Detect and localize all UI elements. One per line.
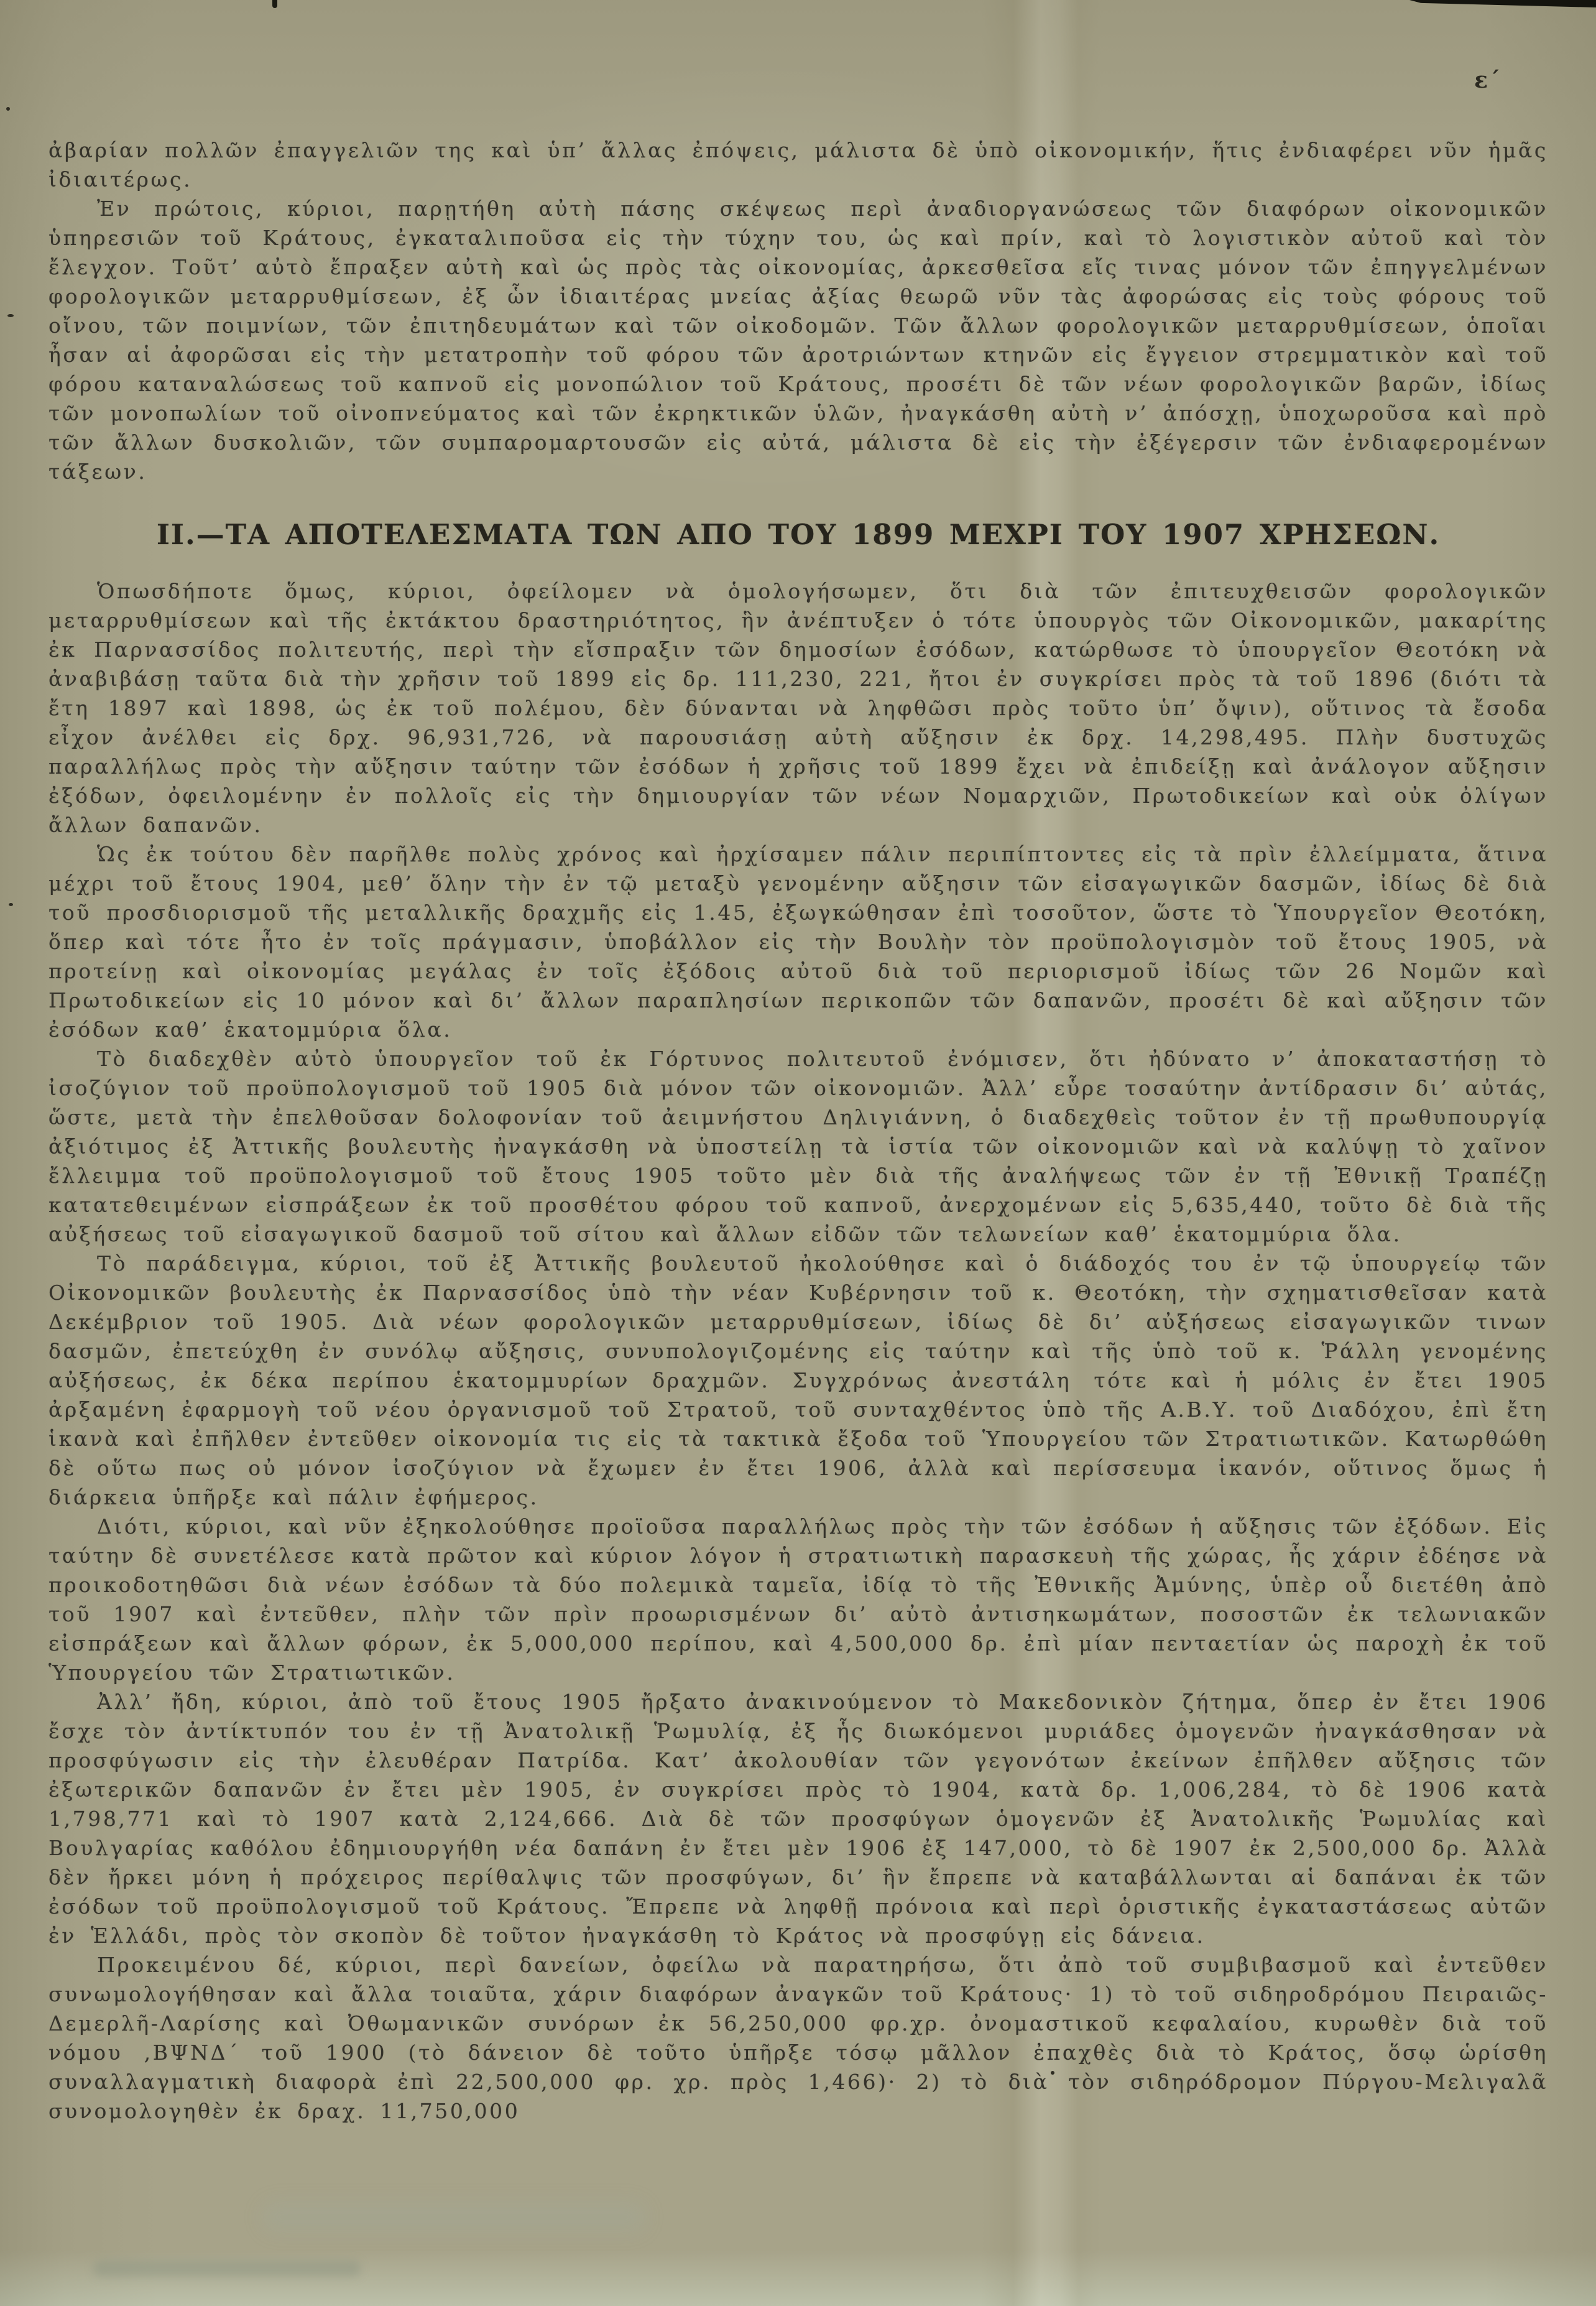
ink-speck bbox=[6, 107, 10, 111]
paragraph-continuation: ἀβαρίαν πολλῶν ἐπαγγελιῶν της καὶ ὑπ’ ἄλλας ἐπόψεις, μάλιστα δὲ ὑπὸ οἰκονομικήν, ἥτις ἐνδιαφέρει νῦν ἡμᾶς ἰδιαιτέρως. bbox=[48, 138, 1548, 192]
body-text bbox=[48, 136, 1548, 2126]
paragraph: Ἀλλ’ ἤδη, κύριοι, ἀπὸ τοῦ ἔτους 1905 ἤρξατο ἀνακινούμενον τὸ Μακεδονικὸν ζήτημα, ὅπερ ἐν ἔτει 1906 ἔσχε τὸν ἀντίκτυπόν του ἐν τῇ Ἀνατολικῇ Ῥωμυλίᾳ, ἐξ ἧς διωκόμενοι μυριάδες ὁμογενῶν ἠναγκάσθησαν νὰ προσφύγωσιν εἰς τὴν ἐλευθέραν Πατρίδα. Κατ’ ἀκολουθίαν τῶν γεγονότων ἐκείνων ἐπῆλθεν αὔξησις τῶν ἐξωτερικῶν δαπανῶν ἐν ἔτει μὲν 1905, ἐν συγκρίσει πρὸς τὸ 1904, κατὰ δρ. 1,006,284, τὸ δὲ 1906 κατὰ 1,798,771 καὶ τὸ 1907 κατὰ 2,124,666. Διὰ δὲ τῶν προσφύγων ὁμογενῶν ἐξ Ἀνατολικῆς Ῥωμυλίας καὶ Βουλγαρίας καθόλου ἐδημιουργήθη νέα δαπάνη ἐν ἔτει μὲν 1906 ἐξ 147,000, τὸ δὲ 1907 ἐκ 2,500,000 δρ. Ἀλλὰ δὲν ἤρκει μόνη ἡ πρόχειρος περίθαλψις τῶν προσφύγων, δι’ ἣν ἔπρεπε νὰ καταβάλλωνται αἱ δαπάναι ἐκ τῶν ἐσόδων τοῦ προϋπολογισμοῦ τοῦ Κράτους. Ἔπρεπε νὰ ληφθῇ πρόνοια καὶ περὶ ὁριστικῆς ἐγκαταστάσεως αὐτῶν ἐν Ἑλλάδι, πρὸς τὸν σκοπὸν δὲ τοῦτον ἠναγκάσθη τὸ Κράτος νὰ προσφύγῃ εἰς δάνεια. bbox=[48, 1690, 1548, 1948]
scan-corner-mark bbox=[1409, 0, 1596, 7]
bleedthrough-ghost bbox=[93, 2261, 361, 2277]
paragraph: Τὸ παράδειγμα, κύριοι, τοῦ ἐξ Ἀττικῆς βουλευτοῦ ἠκολούθησε καὶ ὁ διάδοχός του ἐν τῷ ὑπουργείῳ τῶν Οἰκονομικῶν βουλευτὴς ἐκ Παρνασσίδος ὑπὸ τὴν νέαν Κυβέρνησιν τοῦ κ. Θεοτόκη, τὴν σχηματισθεῖσαν κατὰ Δεκέμβριον τοῦ 1905. Διὰ νέων φορολογικῶν μεταρρυθμίσεων, ἰδίως δὲ δι’ αὐξήσεως εἰσαγωγικῶν τινων δασμῶν, ἐπετεύχθη ἐν συνόλῳ αὔξησις, συνυπολογιζομένης εἰς ταύτην καὶ τῆς ὑπὸ τοῦ κ. Ῥάλλη γενομένης αὐξήσεως, ἐκ δέκα περίπου ἑκατομμυρίων δραχμῶν. Συγχρόνως ἀνεστάλη τότε καὶ ἡ μόλις ἐν ἔτει 1905 ἀρξαμένη ἐφαρμογὴ τοῦ νέου ὀργανισμοῦ τοῦ Στρατοῦ, τοῦ συνταχθέντος ὑπὸ τῆς Α.Β.Υ. τοῦ Διαδόχου, ἐπὶ ἔτη ἱκανὰ καὶ ἐπῆλθεν ἐντεῦθεν οἰκονομία τις εἰς τὰ τακτικὰ ἔξοδα τοῦ Ὑπουργείου τῶν Στρατιωτικῶν. Κατωρθώθη δὲ οὕτω πως οὐ μόνον ἰσοζύγιον νὰ ἔχωμεν ἐν ἔτει 1906, ἀλλὰ καὶ περίσσευμα ἱκανόν, οὕτινος ὅμως ἡ διάρκεια ὑπῆρξε καὶ πάλιν ἐφήμερος. bbox=[48, 1251, 1548, 1509]
bleedthrough-ghost bbox=[261, 2202, 647, 2233]
page-number: ε´ bbox=[1474, 67, 1501, 93]
scan-edge-tick bbox=[272, 0, 277, 8]
ink-speck bbox=[9, 903, 13, 906]
paragraph: Τὸ διαδεχθὲν αὐτὸ ὑπουργεῖον τοῦ ἐκ Γόρτυνος πολιτευτοῦ ἐνόμισεν, ὅτι ἠδύνατο ν’ ἀποκαταστήσῃ τὸ ἰσοζύγιον τοῦ προϋπολογισμοῦ τοῦ 1905 διὰ μόνον τῶν οἰκονομιῶν. Ἀλλ’ εὗρε τοσαύτην ἀντίδρασιν δι’ αὐτάς, ὥστε, μετὰ τὴν ἐπελθοῦσαν δολοφονίαν τοῦ ἀειμνήστου Δηλιγιάννη, ὁ διαδεχθεὶς τοῦτον ἐν τῇ πρωθυπουργίᾳ ἀξιότιμος ἐξ Ἀττικῆς βουλευτὴς ἠναγκάσθη νὰ ὑποστείλῃ τὰ ἱστία τῶν οἰκονομιῶν καὶ νὰ καλύψῃ τὸ χαῖνον ἔλλειμμα τοῦ προϋπολογισμοῦ τοῦ ἔτους 1905 τοῦτο μὲν διὰ τῆς ἀναλήψεως τῶν ἐν τῇ Ἐθνικῇ Τραπέζῃ κατατεθειμένων εἰσπράξεων ἐκ τοῦ προσθέτου φόρου τοῦ καπνοῦ, ἀνερχομένων εἰς 5,635,440, τοῦτο δὲ διὰ τῆς αὐξήσεως τοῦ εἰσαγωγικοῦ δασμοῦ τοῦ σίτου καὶ ἄλλων εἰδῶν τῶν τελωνείων καθ’ ἑκατομμύρια ὅλα. bbox=[48, 1047, 1548, 1246]
paragraph: Ὁπωσδήποτε ὅμως, κύριοι, ὀφείλομεν νὰ ὁμολογήσωμεν, ὅτι διὰ τῶν ἐπιτευχθεισῶν φορολογικῶν μεταρρυθμίσεων καὶ τῆς ἐκτάκτου δραστηριότητος, ἣν ἀνέπτυξεν ὁ τότε ὑπουργὸς τῶν Οἰκονομικῶν, μακαρίτης ἐκ Παρνασσίδος πολιτευτής, περὶ τὴν εἴσπραξιν τῶν δημοσίων ἐσόδων, κατώρθωσε τὸ ὑπουργεῖον Θεοτόκη νὰ ἀναβιβάσῃ ταῦτα διὰ τὴν χρῆσιν τοῦ 1899 εἰς δρ. 111,230, 221, ἤτοι ἐν συγκρίσει πρὸς τὰ τοῦ 1896 (διότι τὰ ἔτη 1897 καὶ 1898, ὡς ἐκ τοῦ πολέμου, δὲν δύνανται νὰ ληφθῶσι πρὸς τοῦτο ὑπ’ ὄψιν), οὕτινος τὰ ἔσοδα εἶχον ἀνέλθει εἰς δρχ. 96,931,726, νὰ παρουσιάσῃ αὐτὴ αὔξησιν ἐκ δρχ. 14,298,495. Πλὴν δυστυχῶς παραλλήλως πρὸς τὴν αὔξησιν ταύτην τῶν ἐσόδων ἡ χρῆσις τοῦ 1899 ἔχει νὰ ἐπιδείξῃ καὶ ἀνάλογον αὔξησιν ἐξόδων, ὀφειλομένην ἐν πολλοῖς εἰς τὴν δημιουργίαν τῶν νέων Νομαρχιῶν, Πρωτοδικείων καὶ οὐκ ὀλίγων ἄλλων δαπανῶν. bbox=[48, 579, 1548, 837]
paragraph: Διότι, κύριοι, καὶ νῦν ἐξηκολούθησε προϊοῦσα παραλλήλως πρὸς τὴν τῶν ἐσόδων ἡ αὔξησις τῶν ἐξόδων. Εἰς ταύτην δὲ συνετέλεσε κατὰ πρῶτον καὶ κύριον λόγον ἡ στρατιωτικὴ παρασκευὴ τῆς χώρας, ἧς χάριν ἐδέησε νὰ προικοδοτηθῶσι διὰ νέων ἐσόδων τὰ δύο πολεμικὰ ταμεῖα, ἰδίᾳ τὸ τῆς Ἐθνικῆς Ἀμύνης, ὑπὲρ οὗ διετέθη ἀπὸ τοῦ 1907 καὶ ἐντεῦθεν, πλὴν τῶν πρὶν προωρισμένων δι’ αὐτὸ ἀντισηκωμάτων, ποσοστῶν ἐκ τελωνιακῶν εἰσπράξεων καὶ ἄλλων φόρων, ἐκ 5,000,000 περίπου, καὶ 4,500,000 δρ. ἐπὶ μίαν πενταετίαν ὡς παροχὴ ἐκ τοῦ Ὑπουργείου τῶν Στρατιωτικῶν. bbox=[48, 1514, 1548, 1685]
paragraph: Προκειμένου δέ, κύριοι, περὶ δανείων, ὀφείλω νὰ παρατηρήσω, ὅτι ἀπὸ τοῦ συμβιβασμοῦ καὶ ἐντεῦθεν συνωμολογήθησαν καὶ ἄλλα τοιαῦτα, χάριν διαφόρων ἀναγκῶν τοῦ Κράτους· 1) τὸ τοῦ σιδηροδρόμου Πειραιῶς-Δεμερλῆ-Λαρίσης καὶ Ὀθωμανικῶν συνόρων ἐκ 56,250,000 φρ.χρ. ὀνομαστικοῦ κεφαλαίου, κυρωθὲν διὰ τοῦ νόμου ,ΒΨΝΔ´ τοῦ 1900 (τὸ δάνειον δὲ τοῦτο ὑπῆρξε τόσῳ μᾶλλον ἐπαχθὲς διὰ τὸ Κράτος, ὅσῳ ὡρίσθη συναλλαγματικὴ διαφορὰ ἐπὶ 22,500,000 φρ. χρ. πρὸς 1,466)· 2) τὸ διὰ τὸν σιδηρόδρομον Πύργου-Μελιγαλᾶ συνομολογηθὲν ἐκ δραχ. 11,750,000 bbox=[48, 1953, 1548, 2123]
paragraph: Ὡς ἐκ τούτου δὲν παρῆλθε πολὺς χρόνος καὶ ἠρχίσαμεν πάλιν περιπίπτοντες εἰς τὰ πρὶν ἐλλείμματα, ἅτινα μέχρι τοῦ ἔτους 1904, μεθ’ ὅλην τὴν ἐν τῷ μεταξὺ γενομένην αὔξησιν τῶν εἰσαγωγικῶν δασμῶν, ἰδίως δὲ διὰ τοῦ προσδιορισμοῦ τῆς μεταλλικῆς δραχμῆς εἰς 1.45, ἐξωγκώθησαν ἐπὶ τοσοῦτον, ὥστε τὸ Ὑπουργεῖον Θεοτόκη, ὅπερ καὶ τότε ἦτο ἐν τοῖς πράγμασιν, ὑποβάλλον εἰς τὴν Βουλὴν τὸν προϋπολογισμὸν τοῦ ἔτους 1905, νὰ προτείνῃ καὶ οἰκονομίας μεγάλας ἐν τοῖς ἐξόδοις αὐτοῦ διὰ τοῦ περιορισμοῦ ἰδίως τῶν 26 Νομῶν καὶ Πρωτοδικείων εἰς 10 μόνον καὶ δι’ ἄλλων παραπλησίων περικοπῶν τῶν δαπανῶν, προσέτι δὲ καὶ αὔξησιν τῶν ἐσόδων καθ’ ἑκατομμύρια ὅλα. bbox=[48, 842, 1548, 1042]
section-heading: ΙΙ.—ΤΑ ΑΠΟΤΕΛΕΣΜΑΤΑ ΤΩΝ ΑΠΟ ΤΟΥ 1899 ΜΕΧΡΙ ΤΟΥ 1907 ΧΡΗΣΕΩΝ. bbox=[156, 518, 1441, 551]
ink-speck bbox=[7, 314, 14, 317]
paragraph: Ἐν πρώτοις, κύριοι, παρῃτήθη αὐτὴ πάσης σκέψεως περὶ ἀναδιοργανώσεως τῶν διαφόρων οἰκονομικῶν ὑπηρεσιῶν τοῦ Κράτους, ἐγκαταλιποῦσα εἰς τὴν τύχην του, ὡς καὶ πρίν, καὶ τὸ λογιστικὸν αὐτοῦ καὶ τὸν ἔλεγχον. Τοῦτ’ αὐτὸ ἔπραξεν αὐτὴ καὶ ὡς πρὸς τὰς οἰκονομίας, ἀρκεσθεῖσα εἴς τινας μόνον τῶν ἐπηγγελμένων φορολογικῶν μεταρρυθμίσεων, ἐξ ὧν ἰδιαιτέρας μνείας ἀξίας θεωρῶ νῦν τὰς ἀφορώσας εἰς τοὺς φόρους τοῦ οἴνου, τῶν ποιμνίων, τῶν ἐπιτηδευμάτων καὶ τῶν οἰκοδομῶν. Τῶν ἄλλων φορολογικῶν μεταρρυθμίσεων, ὁποῖαι ἦσαν αἱ ἀφορῶσαι εἰς τὴν μετατροπὴν τοῦ φόρου τῶν ἀροτριώντων κτηνῶν εἰς ἔγγειον στρεμματικὸν καὶ τοῦ φόρου καταναλώσεως τοῦ καπνοῦ εἰς μονοπώλιον τοῦ Κράτους, προσέτι δὲ τῶν νέων φορολογικῶν βαρῶν, ἰδίως τῶν μονοπωλίων τοῦ οἰνοπνεύματος καὶ τῶν ἐκρηκτικῶν ὑλῶν, ἠναγκάσθη αὐτὴ ν’ ἀπόσχῃ, ὑποχωροῦσα καὶ πρὸ τῶν ἄλλων δυσκολιῶν, τῶν συμπαρομαρτουσῶν εἰς αὐτά, μάλιστα δὲ εἰς τὴν ἐξέγερσιν τῶν ἐνδιαφερομένων τάξεων. bbox=[48, 197, 1548, 484]
